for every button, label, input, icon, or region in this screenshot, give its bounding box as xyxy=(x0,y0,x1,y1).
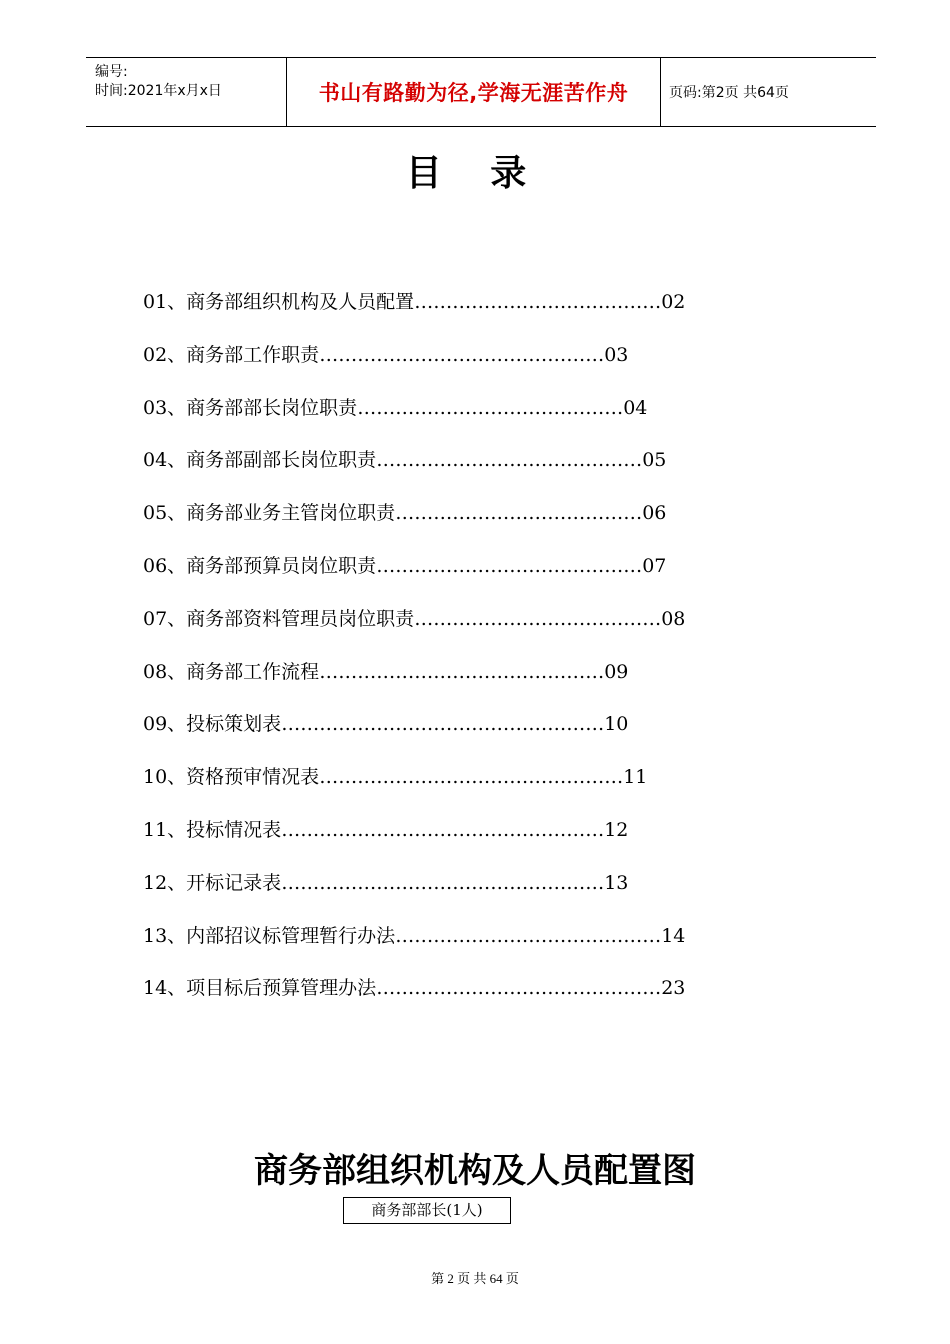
toc-list xyxy=(143,286,685,1022)
page-info: 页码:第2页 共64页 xyxy=(669,85,789,101)
toc-item[interactable]: 02、商务部工作职责………………………………………03 xyxy=(143,343,629,366)
header-meta-cell xyxy=(86,58,287,126)
toc-item[interactable]: 07、商务部资料管理员岗位职责…………………………………08 xyxy=(143,607,686,630)
toc-item[interactable]: 12、开标记录表……………………………………………13 xyxy=(143,871,629,894)
toc-item[interactable]: 01、商务部组织机构及人员配置…………………………………02 xyxy=(143,291,686,313)
serial-number-label: 编号: xyxy=(95,64,128,80)
date-label: 时间:2021年x月x日 xyxy=(95,83,222,99)
page-footer: 第 2 页 共 64 页 xyxy=(431,1271,519,1286)
toc-item[interactable]: 11、投标情况表……………………………………………12 xyxy=(143,818,629,841)
header-motto-cell xyxy=(287,58,661,126)
toc-item[interactable]: 09、投标策划表……………………………………………10 xyxy=(143,713,629,736)
toc-item[interactable]: 03、商务部部长岗位职责……………………………………04 xyxy=(143,396,648,419)
toc-item[interactable]: 10、资格预审情况表…………………………………………11 xyxy=(143,766,648,789)
org-chart-node-director: 商务部部长(1人) xyxy=(343,1197,511,1224)
header-page-cell xyxy=(661,58,876,126)
toc-item[interactable]: 13、内部招议标管理暂行办法……………………………………14 xyxy=(143,924,686,947)
toc-item[interactable]: 04、商务部副部长岗位职责……………………………………05 xyxy=(143,449,667,472)
toc-item[interactable]: 06、商务部预算员岗位职责……………………………………07 xyxy=(143,554,667,577)
document-header xyxy=(86,57,876,127)
section-title: 商务部组织机构及人员配置图 xyxy=(254,1151,696,1191)
motto-text: 书山有路勤为径,学海无涯苦作舟 xyxy=(318,81,629,105)
toc-title: 目 录 xyxy=(405,153,545,194)
toc-item[interactable]: 05、商务部业务主管岗位职责…………………………………06 xyxy=(143,502,667,525)
toc-item[interactable]: 08、商务部工作流程………………………………………09 xyxy=(143,660,629,683)
toc-item[interactable]: 14、项目标后预算管理办法………………………………………23 xyxy=(143,977,686,1000)
